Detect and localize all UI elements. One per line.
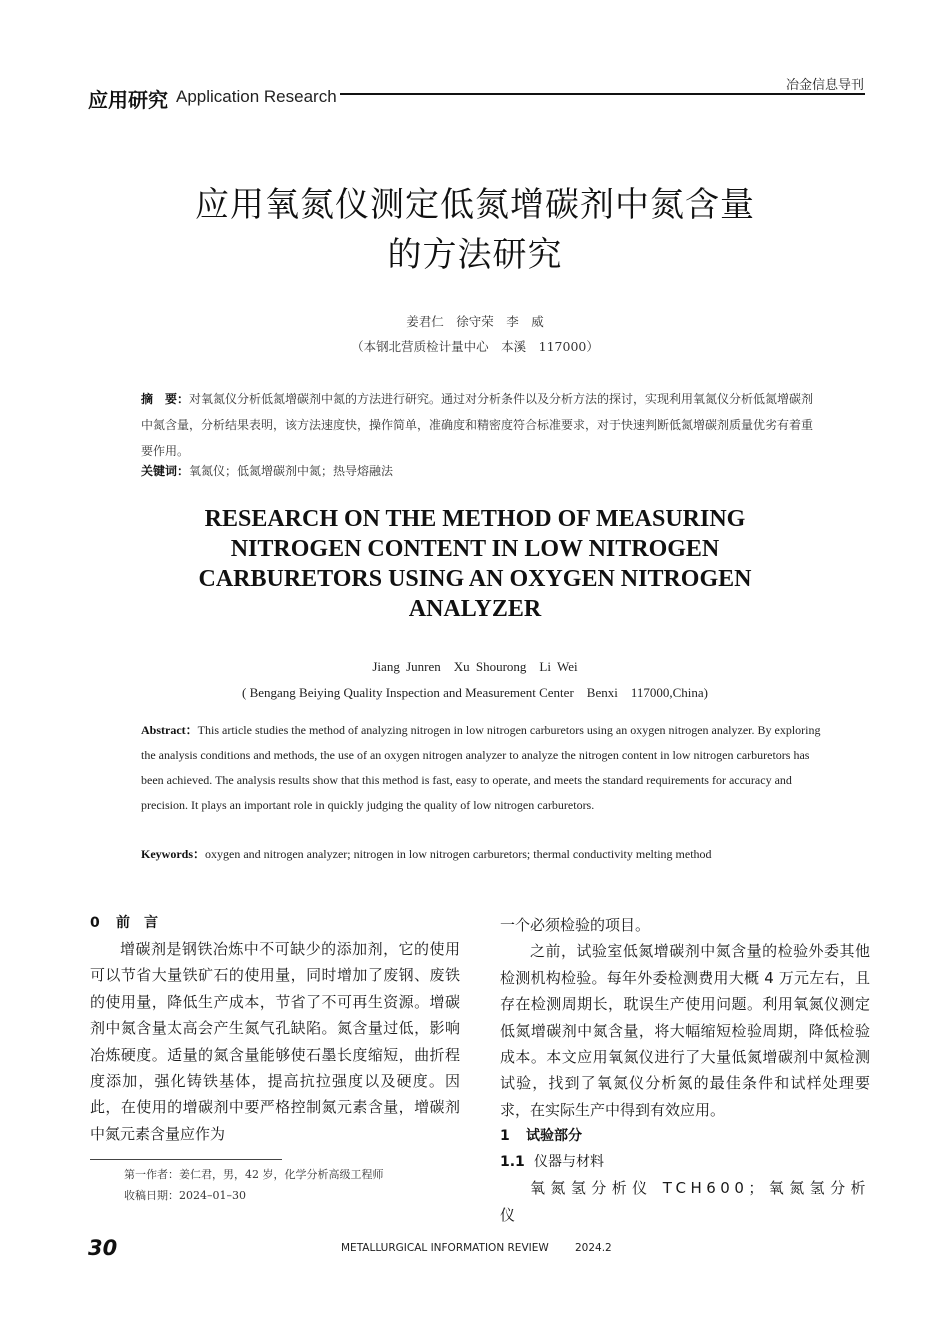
subsection-title: 仪器与材料	[534, 1154, 604, 1171]
section-label-cn: 应用研究	[88, 88, 168, 112]
abstract-cn	[141, 386, 821, 464]
header-rule	[340, 93, 865, 95]
abstract-label-cn: 摘 要：	[141, 392, 190, 406]
page-number: 30	[88, 1236, 118, 1260]
title-en-line-3: CARBURETORS USING AN OXYGEN NITROGEN	[198, 566, 752, 592]
section-number: 1	[500, 1128, 510, 1145]
abstract-text-en: This article studies the method of analyzing nitrogen in low nitrogen carburetors using an oxygen nitrogen analyzer. By exploring the analysis conditions and methods, the use of an oxygen nitrogen analyzer to analyze the nitrogen content in low nitrogen carburetors has been achieved. The analysis results show that this method is fast, easy to operate, and meets the standard requirements for accuracy and precision. It plays an important role in quickly judging the quality of low nitrogen carburetors.	[141, 723, 821, 812]
body-column-right	[500, 912, 870, 1228]
body-column-left	[90, 910, 460, 1147]
section-heading-0	[90, 910, 460, 936]
affiliation-cn: （本钢北营质检计量中心 本溪 117000）	[351, 339, 599, 354]
section-heading-1	[500, 1123, 870, 1149]
keywords-label-en: Keywords：	[141, 847, 205, 861]
article-title-en	[150, 504, 800, 624]
section-label-en: Application Research	[176, 87, 337, 106]
footnote-rule	[90, 1159, 282, 1160]
keywords-cn	[141, 462, 821, 479]
title-en-line-1: RESEARCH ON THE METHOD OF MEASURING	[204, 506, 746, 532]
abstract-label-en: Abstract：	[141, 723, 198, 737]
paragraph-intro-2: 之前，试验室低氮增碳剂中氮含量的检验外委其他检测机构检验。每年外委检测费用大概 4 万元左右，且存在检测周期长，耽误生产使用问题。利用氧氮仪测定低氮增碳剂中氮含量，将大幅缩短检验周期，降低检验成本。本文应用氧氮仪进行了大量低氮增碳剂中氮检测试验，找到了氧氮仪分析氮的最佳条件和试样处理要求，在实际生产中得到有效应用。	[500, 942, 870, 1119]
subsection-number: 1.1	[500, 1154, 525, 1171]
keywords-text-en: oxygen and nitrogen analyzer; nitrogen in low nitrogen carburetors; thermal conductivity melting method	[205, 847, 712, 861]
title-en-line-4: ANALYZER	[408, 596, 542, 622]
affiliation-en: ( Bengang Beiying Quality Inspection and Measurement Center Benxi 117000,China)	[242, 685, 708, 700]
title-line-2: 的方法研究	[387, 235, 563, 275]
footer-journal: METALLURGICAL INFORMATION REVIEW	[341, 1242, 549, 1254]
keywords-label-cn: 关键词：	[141, 464, 190, 478]
authors-cn: 姜君仁 徐守荣 李 威	[406, 314, 544, 329]
paragraph-intro-1-continued: 一个必须检验的项目。	[500, 916, 651, 934]
article-title-cn	[0, 180, 950, 280]
keywords-en	[141, 845, 841, 862]
journal-name: 冶金信息导刊	[785, 78, 864, 93]
abstract-text-cn: 对氧氮仪分析低氮增碳剂中氮的方法进行研究。通过对分析条件以及分析方法的探讨，实现利用氧氮仪分析低氮增碳剂中氮含量，分析结果表明，该方法速度快，操作简单，准确度和精密度符合标准要求，对于快速判断低氮增碳剂质量优劣有着重要作用。	[141, 392, 814, 458]
abstract-en	[141, 718, 821, 818]
title-line-1: 应用氧氮仪测定低氮增碳剂中氮含量	[195, 185, 755, 225]
paragraph-instruments: 氧氮氢分析仪 TCH600；氧氮氢分析仪	[500, 1179, 870, 1224]
footnote-author: 第一作者：姜仁君，男，42 岁，化学分析高级工程师	[124, 1168, 384, 1181]
keywords-text-cn: 氧氮仪；低氮增碳剂中氮；热导熔融法	[189, 464, 394, 478]
subsection-heading-1-1	[500, 1149, 870, 1175]
section-number: 0	[90, 915, 100, 931]
footer-issue: 2024.2	[575, 1242, 612, 1254]
section-title: 试验部分	[526, 1128, 582, 1145]
section-title: 前 言	[116, 915, 158, 931]
footnote-received: 收稿日期：2024–01–30	[124, 1189, 246, 1202]
paragraph-intro-1: 增碳剂是钢铁冶炼中不可缺少的添加剂，它的使用可以节省大量铁矿石的使用量，同时增加了废钢、废铁的使用量，降低生产成本，节省了不可再生资源。增碳剂中氮含量太高会产生氮气孔缺陷。氮含量过低，影响冶炼硬度。适量的氮含量能够使石墨长度缩短，曲折程度添加，强化铸铁基体，提高抗拉强度以及硬度。因此，在使用的增碳剂中要严格控制氮元素含量，增碳剂中氮元素含量应作为	[90, 940, 460, 1143]
title-en-line-2: NITROGEN CONTENT IN LOW NITROGEN	[230, 536, 720, 562]
authors-en: Jiang Junren Xu Shourong Li Wei	[372, 659, 578, 674]
